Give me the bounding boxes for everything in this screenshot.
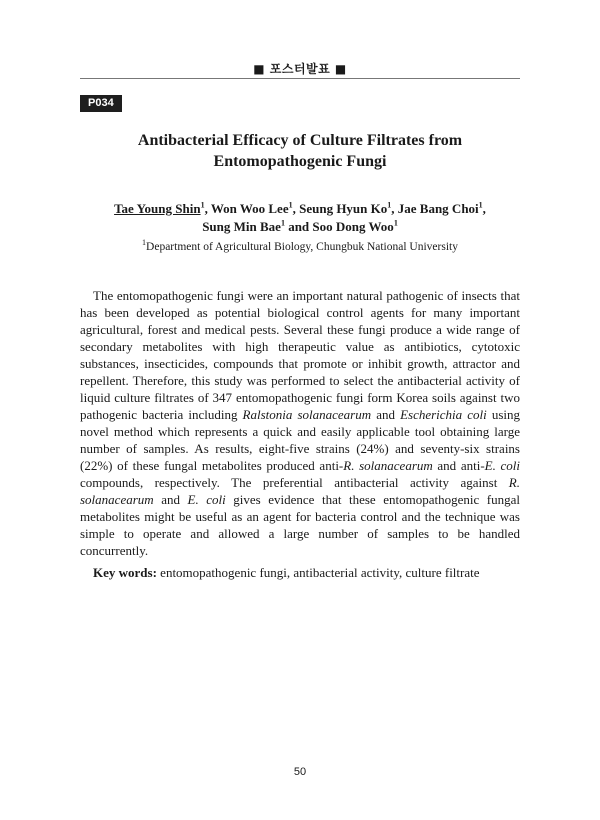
author-name: Jae Bang Choi [397, 201, 479, 216]
header-rule [80, 78, 520, 79]
author-name: Seung Hyun Ko [299, 201, 388, 216]
species-name: E. coli [187, 492, 226, 507]
author-line-1 [80, 200, 520, 218]
author-name: Soo Dong Woo [312, 219, 394, 234]
author-affiliation-marker: 1 [387, 200, 392, 210]
author-separator: and [284, 219, 313, 234]
abstract-text: compounds, respectively. The preferential antibacterial activity against [80, 475, 509, 490]
abstract-code-badge: P034 [80, 95, 122, 112]
species-name: Escherichia coli [400, 407, 487, 422]
affiliation-text: Department of Agricultural Biology, Chungbuk National University [146, 241, 458, 253]
author-name-presenter: Tae Young Shin [114, 201, 201, 216]
title-line-2: Entomopathogenic Fungi [213, 153, 387, 170]
abstract-body [80, 287, 520, 559]
keywords-text: entomopathogenic fungi, antibacterial activity, culture filtrate [156, 565, 480, 580]
page-number: 50 [293, 766, 307, 778]
author-separator: , [292, 201, 300, 216]
author-separator: , [204, 201, 211, 216]
author-affiliation-marker: 1 [280, 218, 285, 228]
author-affiliation-marker: 1 [478, 200, 483, 210]
species-name: R. solanacearum [80, 475, 520, 507]
abstract-text: and [153, 492, 188, 507]
author-name: Won Woo Lee [210, 201, 289, 216]
author-name: Sung Min Bae [202, 219, 281, 234]
keywords [80, 564, 520, 581]
author-affiliation-marker: 1 [200, 200, 205, 210]
title-line-1: Antibacterial Efficacy of Culture Filtrates from [137, 132, 463, 149]
affiliation-marker: 1 [142, 238, 147, 248]
species-name: E. coli [484, 458, 521, 473]
species-name: Ralstonia solanacearum [242, 407, 372, 422]
author-list [80, 200, 520, 236]
author-affiliation-marker: 1 [393, 218, 398, 228]
author-affiliation-marker: 1 [288, 200, 293, 210]
author-line-2 [80, 218, 520, 236]
species-name: R. solanacearum [343, 458, 433, 473]
abstract-text: gives evidence that these entomopathogenic fungal metabolites might be useful as an agent for bacteria control and the technique was simple to operate and allowed a large number of samples to be handled concurrently. [80, 492, 520, 558]
affiliation [80, 240, 520, 255]
author-separator: , [482, 201, 486, 216]
abstract-text: and [371, 407, 401, 422]
abstract-text: The entomopathogenic fungi were an important natural pathogenic of insects that has been developed as potential biological control agents for many important agricultural, forest and medical pests. Several these fungi produce a wide range of secondary metabolites with high therapeutic value as antibiotics, cytotoxic substances, insecticides, compounds that promote or inhibit growth, attractor and repellent. Therefore, this study was performed to select the antibacterial activity of liquid culture filtrates of 347 entomopathogenic fungi form Korea soils against two pathogenic bacteria including [80, 288, 520, 422]
abstract-text: using novel method which represents a quick and easily applicable tool obtaining large number of samples. As results, eight-five strains (24%) and seventy-six strains (22%) of these fungal metabolites produced anti- [80, 407, 520, 473]
paper-title [80, 130, 520, 172]
section-header: ■ 포스터발표 ■ [253, 62, 347, 76]
keywords-label: Key words: [93, 565, 157, 580]
author-separator: , [391, 201, 398, 216]
abstract-text: and anti- [432, 458, 485, 473]
